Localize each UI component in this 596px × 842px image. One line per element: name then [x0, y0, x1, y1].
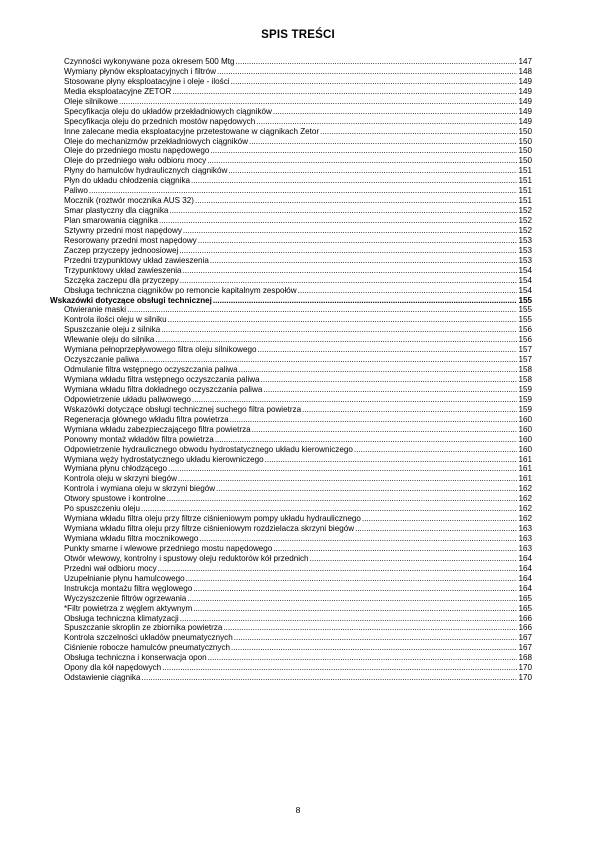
dot-leader [179, 246, 517, 256]
toc-entry-label: Wymiany płynów eksploatacyjnych i filtrów [64, 66, 216, 76]
toc-entry[interactable] [64, 286, 532, 296]
dot-leader [168, 315, 518, 325]
toc-entry[interactable] [64, 87, 532, 97]
toc-entry-label: Regeneracja głównego wkładu filtra powietrza [64, 414, 229, 424]
toc-entry[interactable] [64, 166, 532, 176]
dot-leader [180, 276, 518, 286]
toc-entry[interactable] [64, 176, 532, 186]
toc-entry-label: Odpowietrzenie hydraulicznego obwodu hydrostatycznego układu kierowniczego [64, 444, 353, 454]
toc-entry[interactable] [64, 385, 532, 395]
toc-entry[interactable] [64, 77, 532, 87]
toc-entry-page: 163 [518, 524, 532, 534]
toc-entry[interactable] [64, 206, 532, 216]
toc-entry[interactable] [64, 127, 532, 137]
toc-entry-page: 151 [518, 166, 532, 176]
toc-entry[interactable] [64, 464, 532, 474]
toc-entry-label: Zaczep przyczepy jednoosiowej [64, 245, 179, 255]
toc-entry-page: 150 [518, 136, 532, 146]
dot-leader [213, 296, 518, 306]
toc-entry[interactable] [64, 544, 532, 554]
toc-entry-page: 153 [518, 235, 532, 245]
toc-entry-page: 152 [518, 206, 532, 216]
dot-leader [183, 226, 518, 236]
toc-entry-page: 149 [518, 76, 532, 86]
dot-leader [261, 375, 518, 385]
toc-entry-page: 150 [518, 156, 532, 166]
toc-entry[interactable] [64, 345, 532, 355]
toc-entry-label: Obsługa techniczna klimatyzacji [64, 613, 179, 623]
toc-entry-label: Mocznik (roztwór mocznika AUS 32) [64, 196, 194, 206]
toc-entry-label: Przedni trzypunktowy układ zawieszenia [64, 255, 209, 265]
dot-leader [183, 266, 518, 276]
toc-entry-label: Inne zalecane media eksploatacyjne przetestowane w ciągnikach Zetor [64, 126, 320, 136]
toc-entry-page: 167 [518, 633, 532, 643]
toc-entry-label: Uzupełnianie płynu hamulcowego [64, 573, 185, 583]
toc-entry-page: 158 [518, 365, 532, 375]
toc-entry-label: Opony dla kół napędowych [64, 663, 162, 673]
toc-entry-label: Ponowny montaż wkładów filtra powietrza [64, 434, 214, 444]
toc-entry[interactable] [64, 325, 532, 335]
dot-leader [119, 97, 518, 107]
toc-entry[interactable] [64, 405, 532, 415]
toc-entry-label: Ciśnienie robocze hamulców pneumatycznych [64, 643, 231, 653]
toc-entry[interactable] [64, 633, 532, 643]
dot-leader [320, 127, 517, 137]
toc-entry-label: Obsługa techniczna ciągników po remoncie kapitalnym zespołów [64, 285, 297, 295]
page-title: SPIS TREŚCI [261, 29, 335, 41]
dot-leader [216, 484, 517, 494]
toc-entry-label: Odmulanie filtra wstępnego oczyszczania paliwa [64, 365, 238, 375]
toc-entry-page: 150 [518, 126, 532, 136]
toc-entry[interactable] [64, 315, 532, 325]
toc-entry-label: Wymiana węży hydrostatycznego układu kierowniczego [64, 454, 264, 464]
toc-entry-label: Odpowietrzenie układu paliwowego [64, 394, 191, 404]
toc-entry-page: 166 [518, 613, 532, 623]
toc-entry-page: 162 [518, 514, 532, 524]
toc-entry[interactable] [64, 663, 532, 673]
toc-entry[interactable] [64, 514, 532, 524]
dot-leader [236, 57, 518, 67]
toc-entry-label: Oleje silnikowe [64, 96, 118, 106]
dot-leader [186, 574, 518, 584]
dot-leader [141, 504, 517, 514]
toc-entry-page: 159 [518, 404, 532, 414]
toc-entry-page: 151 [518, 196, 532, 206]
toc-entry-label: Wymiana wkładu filtra mocznikowego [64, 534, 199, 543]
toc-entry-page: 154 [518, 285, 532, 295]
toc-entry[interactable] [64, 266, 532, 276]
toc-entry-page: 159 [518, 384, 532, 394]
toc-entry[interactable] [64, 623, 532, 633]
toc-entry-page: 153 [518, 255, 532, 265]
toc-entry[interactable] [64, 156, 532, 166]
dot-leader [263, 385, 517, 395]
toc-entry[interactable] [64, 673, 532, 683]
toc-entry-label: Szczęka zaczepu dla przyczepy [64, 275, 179, 285]
dot-leader [127, 305, 517, 315]
toc-entry[interactable] [64, 146, 532, 156]
toc-entry-page: 149 [518, 86, 532, 96]
toc-entry-page: 162 [518, 494, 532, 504]
toc-entry[interactable] [64, 494, 532, 504]
toc-entry-label: Odstawienie ciągnika [64, 673, 141, 683]
toc-entry-page: 165 [518, 603, 532, 613]
toc-entry-label: Sztywny przedni most napędowy [64, 225, 182, 235]
toc-entry-page: 160 [518, 434, 532, 444]
toc-entry[interactable] [64, 375, 532, 385]
toc-entry-page: 149 [518, 96, 532, 106]
dot-leader [257, 345, 517, 355]
toc-entry-label: Paliwo [64, 186, 88, 196]
toc-entry-page: 166 [518, 623, 532, 633]
dot-leader [208, 653, 518, 663]
toc-entry-page: 170 [518, 663, 532, 673]
toc-entry[interactable] [64, 554, 532, 564]
toc-entry-page: 157 [518, 345, 532, 355]
toc-entry-page: 151 [518, 186, 532, 196]
toc-entry-label: Wymiana płynu chłodzącego [64, 464, 167, 474]
dot-leader [210, 146, 517, 156]
dot-leader [362, 514, 518, 524]
toc-entry-page: 160 [518, 414, 532, 424]
toc-entry-label: Oleje do mechanizmów przekładniowych ciągników [64, 136, 248, 146]
toc-entry-page: 155 [518, 315, 532, 325]
toc-entry-label: Media eksploatacyjne ZETOR [64, 86, 172, 96]
table-of-contents [50, 57, 532, 683]
toc-entry[interactable] [64, 653, 532, 663]
toc-entry-label: Czynności wykonywane poza okresem 500 Mtg [64, 57, 235, 66]
toc-entry-label: Wymiana wkładu filtra dokładnego oczyszczania paliwa [64, 384, 263, 394]
toc-entry[interactable] [64, 137, 532, 147]
toc-entry-page: 161 [518, 474, 532, 484]
dot-leader [273, 107, 518, 117]
toc-entry-label: Przedni wał odbioru mocy [64, 563, 157, 573]
toc-section-heading[interactable] [50, 296, 532, 306]
dot-leader [207, 156, 517, 166]
toc-entry-page: 159 [518, 394, 532, 404]
toc-entry-page: 158 [518, 375, 532, 384]
toc-entry[interactable] [64, 534, 532, 544]
toc-entry[interactable] [64, 584, 532, 594]
toc-entry-label: Wskazówki dotyczące obsługi technicznej suchego filtra powietrza [64, 404, 302, 414]
dot-leader [302, 405, 517, 415]
toc-entry[interactable] [64, 504, 532, 514]
toc-entry[interactable] [64, 355, 532, 365]
toc-entry-page: 164 [518, 563, 532, 573]
toc-entry-label: Obsługa techniczna i konserwacja opon [64, 653, 207, 663]
toc-entry-page: 167 [518, 643, 532, 653]
dot-leader [89, 186, 518, 196]
toc-entry-page: 154 [518, 265, 532, 275]
toc-entry[interactable] [64, 256, 532, 266]
toc-entry-page: 170 [518, 673, 532, 683]
toc-entry-label: Oczyszczanie paliwa [64, 355, 140, 365]
dot-leader [155, 335, 517, 345]
toc-entry-page: 152 [518, 225, 532, 235]
toc-entry-page: 164 [518, 583, 532, 593]
toc-entry-label: Oleje do przedniego mostu napędowego [64, 146, 210, 156]
toc-entry-label: Wymiana wkładu filtra oleju przy filtrze ciśnieniowym pompy układu hydraulicznego [64, 514, 361, 524]
toc-entry-label: Punkty smarne i wlewowe przedniego mostu napędowego [64, 543, 273, 553]
toc-entry-page: 149 [518, 116, 532, 126]
toc-entry[interactable] [64, 445, 532, 455]
toc-entry-page: 163 [518, 534, 532, 543]
toc-entry[interactable] [64, 196, 532, 206]
toc-entry[interactable] [64, 564, 532, 574]
toc-entry[interactable] [64, 395, 532, 405]
toc-entry[interactable] [64, 643, 532, 653]
toc-entry-label: Specyfikacja oleju do przednich mostów napędowych [64, 116, 256, 126]
toc-entry[interactable] [64, 474, 532, 484]
toc-entry-page: 160 [518, 424, 532, 434]
toc-entry[interactable] [64, 425, 532, 435]
dot-leader [265, 455, 518, 465]
toc-entry-label: Kontrola i wymiana oleju w skrzyni biegów [64, 484, 216, 494]
toc-entry-page: 155 [518, 295, 532, 305]
toc-entry-page: 157 [518, 355, 532, 365]
dot-leader [167, 494, 518, 504]
toc-entry-label: Specyfikacja oleju do układów przekładniowych ciągników [64, 106, 272, 116]
toc-entry[interactable] [64, 365, 532, 375]
toc-entry-label: Kontrola oleju w skrzyni biegów [64, 474, 177, 484]
toc-entry-page: 150 [518, 146, 532, 156]
toc-entry-page: 164 [518, 573, 532, 583]
toc-entry-page: 164 [518, 553, 532, 563]
toc-entry-label: Wymiana wkładu filtra oleju przy filtrze ciśnieniowym rozdzielacza skrzyni biegów [64, 524, 355, 534]
toc-entry[interactable] [64, 524, 532, 534]
dot-leader [210, 256, 518, 266]
dot-leader [310, 554, 518, 564]
toc-entry[interactable] [64, 117, 532, 127]
dot-leader [192, 395, 518, 405]
dot-leader [193, 604, 517, 614]
dot-leader [172, 87, 517, 97]
toc-entry-label: Trzypunktowy układ zawieszenia [64, 265, 182, 275]
toc-entry[interactable] [64, 107, 532, 117]
toc-entry-page: 162 [518, 504, 532, 514]
dot-leader [187, 594, 517, 604]
dot-leader [199, 534, 517, 544]
dot-leader [178, 474, 518, 484]
dot-leader [180, 614, 518, 624]
toc-entry-page: 147 [518, 57, 532, 66]
dot-leader [230, 415, 518, 425]
toc-entry[interactable] [64, 435, 532, 445]
toc-entry-label: Po spuszczeniu oleju [64, 504, 141, 514]
toc-entry-label: Wymiana wkładu filtra wstępnego oczyszczania paliwa [64, 375, 260, 384]
toc-entry-label: Płyn do układu chłodzenia ciągnika [64, 176, 190, 186]
toc-entry-page: 161 [518, 454, 532, 464]
toc-entry[interactable] [64, 335, 532, 345]
toc-entry[interactable] [64, 415, 532, 425]
toc-entry-label: Spuszczanie skroplin ze zbiornika powietrza [64, 623, 223, 633]
dot-leader [239, 365, 518, 375]
toc-entry[interactable] [64, 484, 532, 494]
toc-entry[interactable] [64, 57, 532, 67]
toc-entry[interactable] [64, 594, 532, 604]
toc-entry[interactable] [64, 604, 532, 614]
dot-leader [355, 524, 517, 534]
dot-leader [215, 435, 518, 445]
toc-entry-label: Smar plastyczny dla ciągnika [64, 206, 169, 216]
toc-entry-page: 153 [518, 245, 532, 255]
toc-entry-label: Otwór wlewowy, kontrolny i spustowy oleju reduktorów kół przednich [64, 553, 309, 563]
toc-entry-page: 160 [518, 444, 532, 454]
dot-leader [168, 464, 518, 474]
toc-entry-page: 163 [518, 543, 532, 553]
toc-entry[interactable] [64, 574, 532, 584]
dot-leader [256, 117, 517, 127]
toc-entry-page: 151 [518, 176, 532, 186]
toc-entry-page: 165 [518, 593, 532, 603]
toc-entry-page: 155 [518, 305, 532, 315]
page-number: 8 [295, 805, 301, 815]
dot-leader [273, 544, 517, 554]
dot-leader [140, 355, 517, 365]
toc-entry[interactable] [64, 186, 532, 196]
dot-leader [231, 77, 518, 87]
toc-entry-label: Wskazówki dotyczące obsługi technicznej [50, 295, 212, 305]
toc-entry-label: Otwory spustowe i kontrolne [64, 494, 166, 504]
toc-entry-label: Resorowany przedni most napędowy [64, 235, 197, 245]
toc-entry-label: Otwieranie maski [64, 305, 127, 315]
toc-entry-label: Kontrola ilości oleju w silniku [64, 315, 167, 325]
toc-entry[interactable] [64, 614, 532, 624]
toc-entry-page: 162 [518, 484, 532, 494]
dot-leader [195, 196, 517, 206]
dot-leader [169, 206, 517, 216]
dot-leader [249, 137, 517, 147]
toc-entry-page: 148 [518, 66, 532, 76]
toc-entry-label: Kontrola szczelności układów pneumatycznych [64, 633, 233, 643]
toc-entry-page: 149 [518, 106, 532, 116]
dot-leader [354, 445, 518, 455]
dot-leader [198, 236, 518, 246]
toc-entry-page: 154 [518, 275, 532, 285]
toc-entry-label: Spuszczanie oleju z silnika [64, 325, 161, 335]
toc-entry-page: 168 [518, 653, 532, 663]
dot-leader [231, 643, 517, 653]
toc-entry[interactable] [64, 246, 532, 256]
toc-entry-label: Oleje do przedniego wału odbioru mocy [64, 156, 207, 166]
toc-entry[interactable] [64, 67, 532, 77]
dot-leader [161, 325, 517, 335]
toc-entry-label: Wlewanie oleju do silnika [64, 335, 155, 345]
toc-entry[interactable] [64, 97, 532, 107]
toc-entry-page: 152 [518, 216, 532, 225]
dot-leader [252, 425, 518, 435]
toc-entry[interactable] [64, 226, 532, 236]
dot-leader [191, 176, 517, 186]
toc-entry-label: Wymiana wkładu zabezpieczającego filtra powietrza [64, 424, 251, 434]
toc-entry-label: Wyczyszczenie filtrów ogrzewania [64, 593, 187, 603]
toc-entry-label: Płyny do hamulców hydraulicznych ciągników [64, 166, 228, 176]
toc-entry[interactable] [64, 455, 532, 465]
dot-leader [217, 67, 518, 77]
toc-entry[interactable] [64, 236, 532, 246]
toc-entry[interactable] [64, 305, 532, 315]
toc-entry-label: Plan smarowania ciągnika [64, 216, 159, 225]
toc-entry-page: 156 [518, 335, 532, 345]
dot-leader [298, 286, 518, 296]
toc-entry[interactable] [64, 216, 532, 226]
dot-leader [162, 663, 517, 673]
dot-leader [223, 623, 517, 633]
dot-leader [193, 584, 517, 594]
toc-entry-label: Stosowane płyny eksploatacyjne i oleje - ilości [64, 76, 230, 86]
dot-leader [234, 633, 518, 643]
dot-leader [141, 673, 517, 683]
toc-entry-page: 161 [518, 464, 532, 474]
toc-entry[interactable] [64, 276, 532, 286]
dot-leader [228, 166, 517, 176]
dot-leader [159, 216, 517, 226]
toc-entry-label: Wymiana pełnoprzepływowego filtra oleju silnikowego [64, 345, 257, 355]
toc-entry-label: *Filtr powietrza z węglem aktywnym [64, 603, 193, 613]
toc-entry-label: Instrukcja montażu filtra węglowego [64, 583, 193, 593]
dot-leader [158, 564, 518, 574]
toc-entry-page: 156 [518, 325, 532, 335]
